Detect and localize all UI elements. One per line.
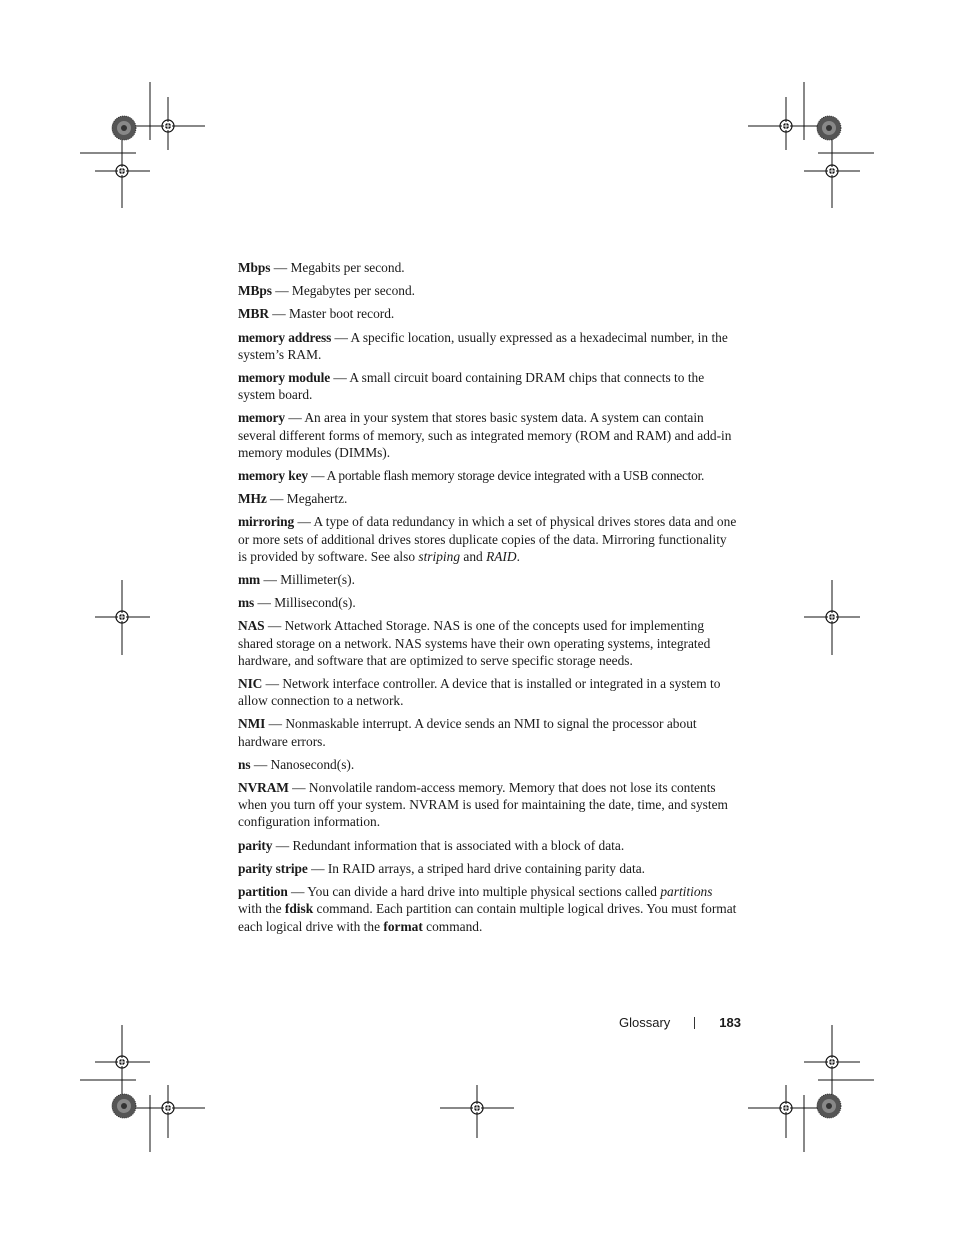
- term: MBps: [238, 283, 272, 299]
- term: memory: [238, 410, 285, 426]
- command-name: format: [383, 918, 423, 934]
- glossary-entry: [238, 594, 738, 611]
- term: ns: [238, 756, 251, 772]
- cross-reference: striping: [418, 548, 461, 564]
- page-number: 183: [719, 1015, 741, 1030]
- definition: — Nanosecond(s).: [250, 756, 355, 772]
- definition: — Millisecond(s).: [254, 595, 356, 611]
- section-name: Glossary: [619, 1015, 671, 1030]
- definition: — Megabytes per second.: [271, 283, 416, 299]
- term: MHz: [238, 491, 267, 507]
- definition: — A specific location, usually expressed as a hexadecimal number, in the system’s RAM.: [238, 329, 728, 362]
- term: memory address: [238, 329, 332, 345]
- term: parity: [238, 837, 273, 853]
- term: memory module: [238, 370, 331, 386]
- term: NIC: [238, 676, 263, 692]
- term: mm: [238, 572, 261, 588]
- glossary-entry: [238, 571, 738, 588]
- glossary-entry: [238, 779, 738, 831]
- glossary-entry: [238, 617, 738, 669]
- term: Mbps: [238, 260, 271, 275]
- definition: — A portable flash memory storage device integrated with a USB connector.: [308, 468, 705, 484]
- definition: — An area in your system that stores basic system data. A system can contain several different forms of memory, such as integrated memory (ROM and RAM) and add-in memory modules (DIMMs).: [238, 410, 732, 460]
- term: partition: [238, 884, 288, 900]
- glossary-entry: [238, 369, 738, 403]
- cross-reference: RAID: [486, 548, 517, 564]
- term: mirroring: [238, 514, 295, 530]
- footer-divider: [694, 1017, 695, 1029]
- term: NVRAM: [238, 780, 289, 796]
- glossary-entry: [238, 756, 738, 773]
- glossary-entry: [238, 467, 738, 484]
- glossary-entry: [238, 409, 738, 461]
- definition: — Network interface controller. A device that is installed or integrated in a system to allow connection to a network.: [238, 676, 721, 709]
- definition-part: command. Each partition can contain multiple logical drives. You must format each logical drive with the: [238, 901, 737, 934]
- definition-part: command.: [422, 918, 483, 934]
- definition-part: .: [516, 548, 520, 564]
- glossary-entry: [238, 282, 738, 299]
- definition-part: and: [460, 548, 487, 564]
- glossary-entry: [238, 837, 738, 854]
- term: ms: [238, 595, 255, 611]
- term: memory key: [238, 468, 309, 484]
- definition: — Megabits per second.: [270, 260, 405, 275]
- glossary-entry: [238, 513, 738, 565]
- glossary-entry: [238, 715, 738, 749]
- glossary-entry: [238, 305, 738, 322]
- definition: — A small circuit board containing DRAM chips that connects to the system board.: [238, 370, 705, 403]
- definition: — A type of data redundancy in which a set of physical drives stores data and one or more sets of additional drives stores duplicate copies of the data. Mirroring functionality is provided by software. See also: [238, 514, 737, 564]
- term: MBR: [238, 306, 269, 322]
- glossary-entry: [238, 883, 738, 935]
- definition: — Nonmaskable interrupt. A device sends an NMI to signal the processor about hardware errors.: [238, 716, 697, 749]
- definition: — Millimeter(s).: [260, 572, 355, 588]
- term: NMI: [238, 716, 266, 732]
- glossary-entries: [238, 259, 738, 941]
- glossary-entry: [238, 675, 738, 709]
- term: NAS: [238, 618, 265, 634]
- definition: — Master boot record.: [268, 306, 395, 322]
- glossary-entry: [238, 259, 738, 276]
- definition: — Redundant information that is associated with a block of data.: [272, 837, 625, 853]
- term: parity stripe: [238, 860, 308, 876]
- italic-term: partitions: [660, 884, 713, 900]
- definition: — In RAID arrays, a striped hard drive containing parity data.: [307, 860, 645, 876]
- page-footer: [619, 1015, 741, 1030]
- definition: — You can divide a hard drive into multiple physical sections called: [287, 884, 661, 900]
- definition: — Megahertz.: [266, 491, 348, 507]
- glossary-entry: [238, 490, 738, 507]
- command-name: fdisk: [284, 901, 314, 917]
- definition: — Nonvolatile random-access memory. Memory that does not lose its contents when you turn off your system. NVRAM is used for maintaining the date, time, and system configuration information.: [238, 780, 728, 830]
- glossary-entry: [238, 329, 738, 363]
- definition: — Network Attached Storage. NAS is one of the concepts used for implementing shared storage on a network. NAS systems have their own operating systems, integrated hardware, and software that are optimized to serve specific storage needs.: [238, 618, 711, 668]
- definition-part: with the: [238, 901, 285, 917]
- glossary-entry: [238, 860, 738, 877]
